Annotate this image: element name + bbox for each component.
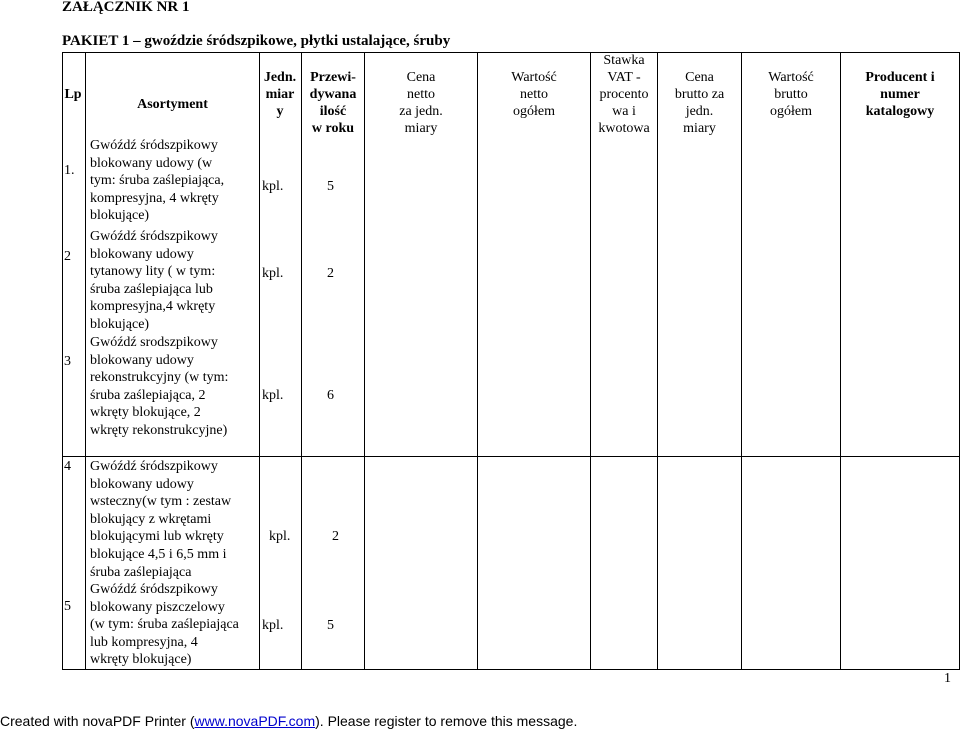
header-jedn-miary: Jedn. miar y [263,70,297,119]
row-4-unit: kpl. [269,529,291,544]
col-border [840,52,841,670]
col-border [477,52,478,670]
row-3-quantity: 6 [327,388,334,403]
col-border [590,52,591,670]
row-5-quantity: 5 [327,618,334,633]
document-title: ZAŁĄCZNIK NR 1 [62,0,190,15]
document-subtitle: PAKIET 1 – gwoździe śródszpikowe, płytki ustalające, śruby [62,33,451,49]
row-5-lp: 5 [64,599,71,614]
row-1-unit: kpl. [262,179,284,194]
row-2-description: Gwóźdź śródszpikowy blokowany udowy tytanowy lity ( w tym: śruba zaślepiająca lub kompresyjna,4 wkręty blokujące) [90,229,218,332]
col-border [85,52,86,670]
row-5-unit: kpl. [262,618,284,633]
col-border [364,52,365,670]
row-4-description: Gwóźdź śródszpikowy blokowany udowy wsteczny(w tym : zestaw blokujący z wkrętami blokującymi lub wkręty blokujące 4,5 i 6,5 mm i śruba zaślepiająca [90,459,232,580]
row-2-unit: kpl. [262,266,284,281]
row-4-lp: 4 [64,459,71,474]
col-border [62,52,63,670]
row-3-unit: kpl. [262,388,284,403]
col-border [259,52,260,670]
row-3-description: Gwóźdź srodszpikowy blokowany udowy rekonstrukcyjny (w tym: śruba zaślepiająca, 2 wkręty blokujące, 2 wkręty rekonstrukcyjne) [90,335,229,438]
row-1-quantity: 5 [327,179,334,194]
footer-link[interactable]: www.novaPDF.com [194,713,316,729]
watermark-footer [0,713,960,729]
row-2-quantity: 2 [327,266,334,281]
footer-suffix: ). Please register to remove this message. [315,713,578,729]
header-cena-netto: Cena netto za jedn. miary [399,70,443,136]
col-border [301,52,302,670]
row-2-lp: 2 [64,249,71,264]
header-producent: Producent i numer katalogowy [865,70,935,119]
row-5-description: Gwóźdź śródszpikowy blokowany piszczelowy (w tym: śruba zaślepiająca lub kompresyjna, 4 wkręty blokujące) [90,582,239,668]
page-number: 1 [944,671,951,686]
header-wartosc-netto: Wartość netto ogółem [511,70,557,119]
table-bottom-border [62,669,960,670]
col-border [741,52,742,670]
col-border [657,52,658,670]
header-cena-brutto: Cena brutto za jedn. miary [674,70,725,136]
header-przewidywana-ilosc: Przewi- dywana ilość w roku [309,70,357,136]
footer-prefix: Created with novaPDF Printer ( [0,713,195,729]
table-top-border [62,52,960,53]
header-wartosc-brutto: Wartość brutto ogółem [768,70,814,119]
header-lp: Lp [64,87,82,102]
row-4-quantity: 2 [332,529,339,544]
section-divider [62,456,960,457]
row-1-description: Gwóźdź śródszpikowy blokowany udowy (w tym: śruba zaślepiająca, kompresyjna, 4 wkręty blokujące) [90,138,225,224]
row-1-lp: 1. [64,163,75,178]
row-3-lp: 3 [64,354,71,369]
header-stawka-vat: Stawka VAT - procento wa i kwotowa [598,53,650,136]
header-asortyment: Asortyment [137,97,208,112]
